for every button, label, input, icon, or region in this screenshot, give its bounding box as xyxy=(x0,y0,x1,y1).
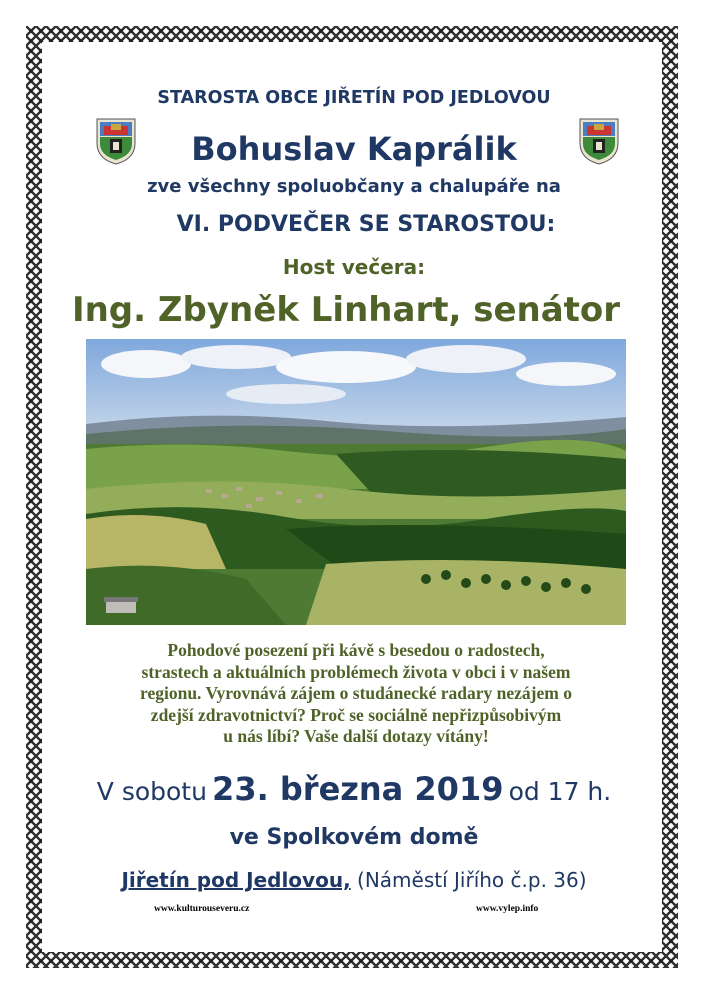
landscape-photo xyxy=(86,339,626,625)
mayor-name: Bohuslav Kaprálik xyxy=(191,130,517,168)
guest-label: Host večera: xyxy=(282,255,426,279)
footer-link-left[interactable]: www.kulturouseveru.cz xyxy=(154,904,250,914)
event-date xyxy=(0,770,708,808)
date-suffix: od 17 h. xyxy=(508,777,612,806)
event-address xyxy=(0,868,708,892)
address-street: (Náměstí Jiřího č.p. 36) xyxy=(357,868,587,892)
date-value: 23. března 2019 xyxy=(212,770,504,808)
guest-name: Ing. Zbyněk Linhart, senátor xyxy=(71,290,621,330)
description-line: strastech a aktuálních problémech života v obci i v našem xyxy=(141,661,571,682)
event-venue: ve Spolkovém domě xyxy=(229,825,479,850)
address-town: Jiřetín pod Jedlovou, xyxy=(121,868,351,892)
description-line: Pohodové posezení při kávě s besedou o radostech, xyxy=(167,640,545,660)
date-prefix: V sobotu xyxy=(96,777,207,806)
description-line: regionu. Vyrovnává zájem o studánecké radary nezájem o xyxy=(140,683,572,703)
event-description xyxy=(96,640,616,748)
mayor-heading: STAROSTA OBCE JIŘETÍN POD JEDLOVOU xyxy=(157,88,551,108)
event-title: VI. PODVEČER SE STAROSTOU: xyxy=(176,212,556,237)
description-line: u nás líbí? Vaše další dotazy vítány! xyxy=(223,726,489,746)
description-line: zdejší zdravotnictví? Proč se sociálně nepřizpůsobivým xyxy=(150,704,562,725)
invitation-line: zve všechny spoluobčany a chalupáře na xyxy=(147,176,561,197)
footer-link-right[interactable]: www.vylep.info xyxy=(476,904,539,914)
